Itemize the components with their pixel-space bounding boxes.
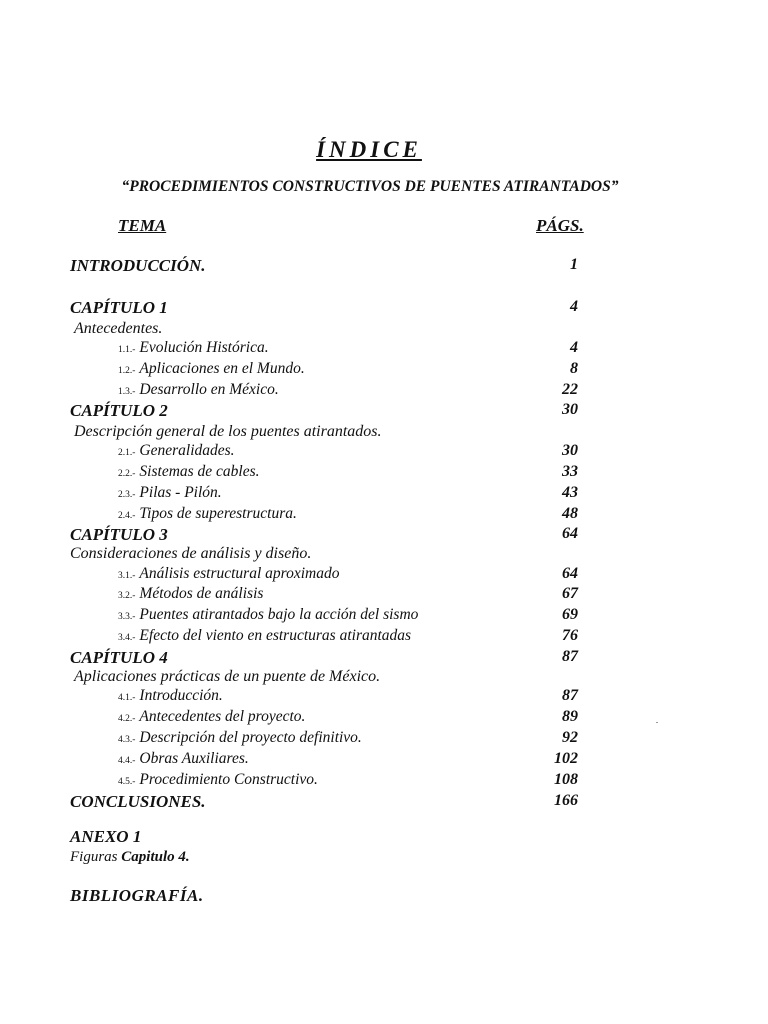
toc-section: [118, 484, 222, 502]
toc-section: [118, 360, 305, 378]
toc-page: 108: [554, 771, 578, 788]
toc-page-chapter-3: 64: [562, 525, 578, 542]
toc-chapter-2: CAPÍTULO 2: [70, 401, 168, 420]
section-number: 4.5.-: [118, 777, 136, 787]
toc-section: [118, 687, 223, 705]
topic-column-header: TEMA: [118, 216, 167, 235]
section-number: 3.1.-: [118, 571, 136, 581]
section-number: 2.2.-: [118, 469, 136, 479]
section-number: 3.3.-: [118, 612, 136, 622]
section-title: Tipos de superestructura.: [139, 505, 297, 522]
annex-figures-chapter: Capitulo 4.: [121, 849, 190, 865]
toc-page: 43: [562, 484, 578, 501]
section-number: 2.1.-: [118, 448, 136, 458]
section-title: Puentes atirantados bajo la acción del sismo: [139, 606, 419, 623]
toc-section: [118, 565, 339, 583]
toc-section: [118, 750, 249, 768]
section-number: 1.2.-: [118, 366, 136, 376]
section-number: 3.4.-: [118, 633, 136, 643]
toc-page: 64: [562, 565, 578, 582]
section-title: Generalidades.: [139, 442, 235, 459]
toc-page: 8: [570, 360, 578, 377]
toc-chapter-4: CAPÍTULO 4: [70, 648, 168, 667]
toc-page: 4: [570, 339, 578, 356]
section-number: 4.4.-: [118, 756, 136, 766]
section-title: Obras Auxiliares.: [139, 750, 249, 767]
toc-page: 89: [562, 708, 578, 725]
pages-column-header: PÁGS.: [536, 216, 584, 235]
toc-page: 30: [562, 442, 578, 459]
toc-page: 33: [562, 463, 578, 480]
section-title: Introducción.: [139, 687, 223, 704]
toc-page-chapter-4: 87: [562, 648, 578, 665]
toc-page: 67: [562, 585, 578, 602]
toc-section: [118, 505, 297, 523]
toc-section: [118, 729, 362, 747]
toc-page: 87: [562, 687, 578, 704]
section-number: 1.3.-: [118, 387, 136, 397]
toc-section: [118, 627, 411, 645]
section-title: Aplicaciones en el Mundo.: [139, 360, 305, 377]
toc-page: 22: [562, 381, 578, 398]
toc-page: 69: [562, 606, 578, 623]
toc-page: 92: [562, 729, 578, 746]
section-title: Antecedentes del proyecto.: [139, 708, 306, 725]
toc-entry-introduction: INTRODUCCIÓN.: [70, 256, 206, 275]
section-title: Desarrollo en México.: [139, 381, 279, 398]
document-subtitle: “PROCEDIMIENTOS CONSTRUCTIVOS DE PUENTES ATIRANTADOS”: [121, 178, 619, 195]
toc-section: [118, 463, 260, 481]
toc-page-chapter-2: 30: [562, 401, 578, 418]
scan-speck: [656, 722, 658, 723]
toc-chapter-4-desc: Aplicaciones prácticas de un puente de México.: [74, 668, 381, 685]
section-title: Evolución Histórica.: [139, 339, 269, 356]
toc-page: 48: [562, 505, 578, 522]
section-title: Métodos de análisis: [139, 585, 264, 602]
page-title: ÍNDICE: [316, 137, 422, 162]
toc-chapter-1-desc: Antecedentes.: [74, 320, 163, 337]
toc-page-chapter-1: 4: [570, 298, 578, 315]
section-number: 3.2.-: [118, 591, 136, 601]
annex-figures-prefix: Figuras: [70, 849, 118, 865]
section-number: 1.1.-: [118, 345, 136, 355]
section-title: Pilas - Pilón.: [139, 484, 222, 501]
toc-section: [118, 771, 318, 789]
toc-chapter-2-desc: Descripción general de los puentes atirantados.: [74, 423, 382, 440]
section-number: 2.4.-: [118, 511, 136, 521]
toc-section: [118, 442, 235, 460]
section-title: Procedimiento Constructivo.: [139, 771, 318, 788]
toc-chapter-3-desc: Consideraciones de análisis y diseño.: [70, 545, 312, 562]
section-number: 2.3.-: [118, 490, 136, 500]
toc-section: [118, 708, 305, 726]
toc-section: [118, 606, 418, 624]
toc-entry-annex: ANEXO 1: [70, 827, 142, 846]
toc-section: [118, 339, 269, 357]
section-number: 4.2.-: [118, 714, 136, 724]
toc-chapter-3: CAPÍTULO 3: [70, 525, 168, 544]
toc-section: [118, 585, 263, 603]
toc-page: 76: [562, 627, 578, 644]
section-title: Sistemas de cables.: [139, 463, 260, 480]
toc-page: 102: [554, 750, 578, 767]
toc-chapter-1: CAPÍTULO 1: [70, 298, 168, 317]
toc-entry-conclusions: CONCLUSIONES.: [70, 792, 206, 811]
toc-entry-bibliography: BIBLIOGRAFÍA.: [70, 886, 204, 905]
section-title: Efecto del viento en estructuras atirantadas: [139, 627, 412, 644]
section-title: Análisis estructural aproximado: [139, 565, 340, 582]
section-title: Descripción del proyecto definitivo.: [139, 729, 362, 746]
toc-page-conclusions: 166: [554, 792, 578, 809]
toc-annex-figures: [70, 849, 190, 866]
toc-page-introduction: 1: [570, 256, 578, 273]
section-number: 4.3.-: [118, 735, 136, 745]
toc-section: [118, 381, 279, 399]
section-number: 4.1.-: [118, 693, 136, 703]
